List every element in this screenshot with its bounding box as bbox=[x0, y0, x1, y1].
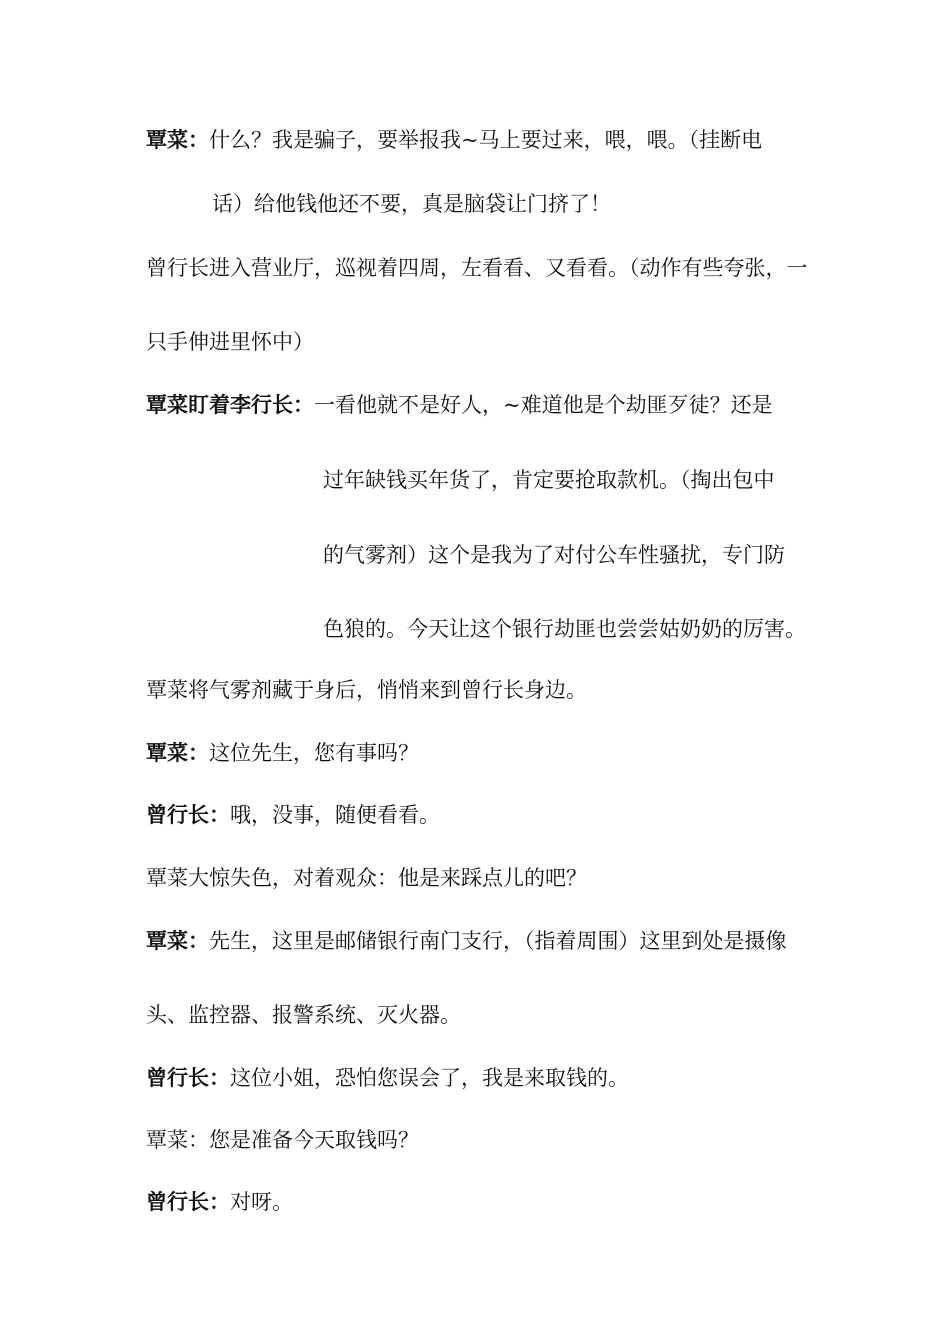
line-text: 哦，没事，随便看看。 bbox=[230, 803, 440, 827]
line-text: 这位先生，您有事吗？ bbox=[209, 741, 419, 765]
dialogue-line bbox=[146, 1125, 419, 1155]
speaker-label: 覃菜盯着李行长： bbox=[146, 393, 314, 417]
speaker-label: 曾行长： bbox=[146, 1066, 230, 1090]
line-text: 覃菜：您是准备今天取钱吗？ bbox=[146, 1128, 419, 1152]
dialogue-line bbox=[323, 540, 785, 570]
dialogue-line bbox=[146, 1187, 293, 1217]
stage-direction bbox=[146, 327, 314, 357]
speaker-label: 曾行长： bbox=[146, 1190, 230, 1214]
line-text: 先生，这里是邮储银行南门支行，（指着周围）这里到处是摄像 bbox=[209, 929, 787, 953]
line-text: 话）给他钱他还不要，真是脑袋让门挤了！ bbox=[212, 192, 611, 216]
speaker-label: 覃菜： bbox=[146, 741, 209, 765]
dialogue-line bbox=[146, 800, 440, 830]
speaker-label: 覃菜： bbox=[146, 128, 209, 152]
line-text: 头、监控器、报警系统、灭火器。 bbox=[146, 1003, 461, 1027]
dialogue-line bbox=[323, 614, 806, 644]
dialogue-line bbox=[323, 465, 775, 495]
line-text: 什么？我是骗子，要举报我~马上要过来，喂，喂。（挂断电 bbox=[209, 128, 763, 152]
line-text: 对呀。 bbox=[230, 1190, 293, 1214]
dialogue-line bbox=[146, 1000, 461, 1030]
speaker-label: 曾行长： bbox=[146, 803, 230, 827]
line-text: 覃菜将气雾剂藏于身后，悄悄来到曾行长身边。 bbox=[146, 678, 587, 702]
stage-direction bbox=[146, 253, 808, 283]
stage-direction bbox=[146, 675, 587, 705]
dialogue-line bbox=[146, 926, 787, 956]
line-text: 这位小姐，恐怕您误会了，我是来取钱的。 bbox=[230, 1066, 629, 1090]
dialogue-line bbox=[146, 125, 762, 155]
dialogue-line bbox=[146, 390, 773, 420]
line-text: 曾行长进入营业厅，巡视着四周，左看看、又看看。（动作有些夸张，一 bbox=[146, 256, 808, 280]
line-text: 覃菜大惊失色，对着观众：他是来踩点儿的吧？ bbox=[146, 866, 587, 890]
dialogue-line bbox=[146, 738, 419, 768]
line-text: 一看他就不是好人，~难道他是个劫匪歹徒？还是 bbox=[314, 393, 773, 417]
stage-direction bbox=[146, 863, 587, 893]
line-text: 只手伸进里怀中） bbox=[146, 330, 314, 354]
line-text: 的气雾剂）这个是我为了对付公车性骚扰，专门防 bbox=[323, 543, 785, 567]
speaker-label: 覃菜： bbox=[146, 929, 209, 953]
line-text: 色狼的。今天让这个银行劫匪也尝尝姑奶奶的厉害。 bbox=[323, 617, 806, 641]
dialogue-line bbox=[212, 189, 611, 219]
line-text: 过年缺钱买年货了，肯定要抢取款机。（掏出包中 bbox=[323, 468, 775, 492]
dialogue-line bbox=[146, 1063, 629, 1093]
